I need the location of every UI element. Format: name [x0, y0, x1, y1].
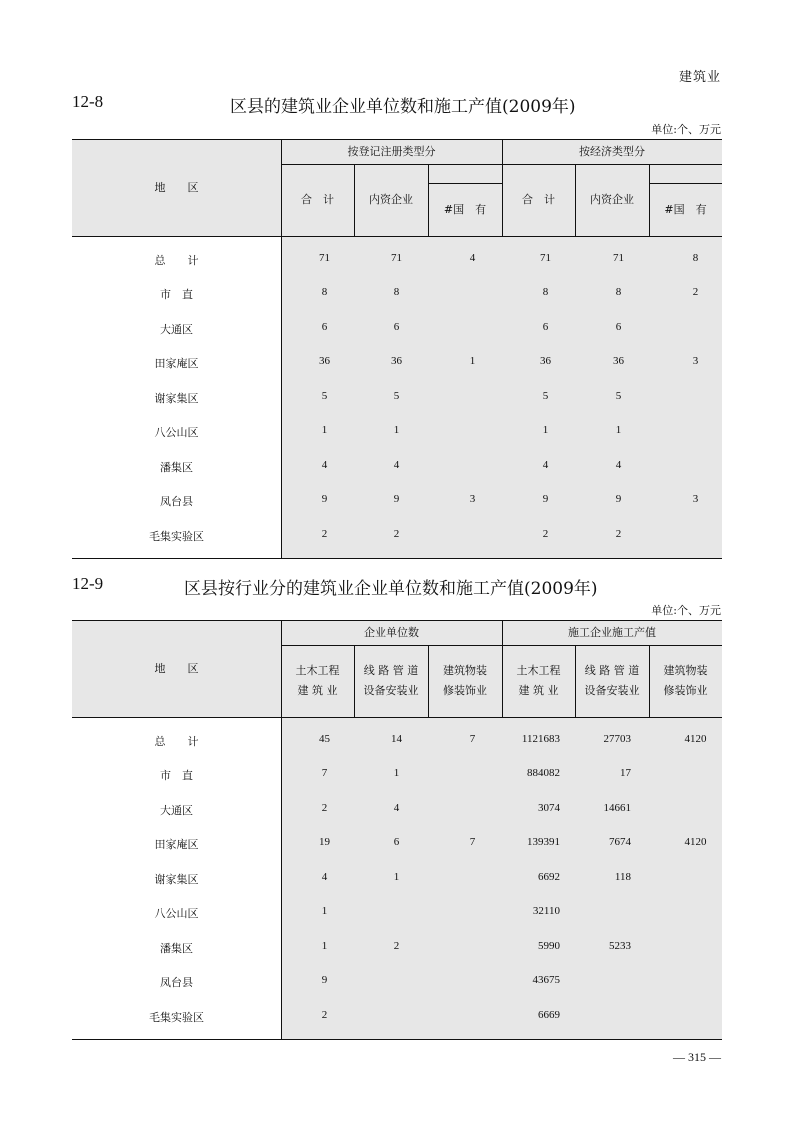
cell: 19 — [319, 836, 330, 848]
cell: 5990 — [538, 940, 560, 952]
cell: 8 — [615, 286, 622, 298]
cell: 32110 — [532, 905, 560, 917]
cell: 4120 — [684, 733, 707, 745]
row-region: 总 计 — [154, 735, 199, 748]
cell: 7 — [321, 767, 328, 779]
cell: 36 — [319, 355, 330, 367]
cell: 2 — [321, 802, 328, 814]
table1-group-economic: 按经济类型分 — [579, 145, 645, 158]
table2-group-units: 企业单位数 — [364, 626, 419, 639]
cell: 2 — [321, 528, 328, 540]
cell: 4 — [321, 871, 328, 883]
cell: 71 — [391, 252, 402, 264]
row-region: 市 直 — [160, 288, 193, 301]
cell: 4 — [615, 459, 622, 471]
cell: 14661 — [603, 802, 631, 814]
table1-title: 区县的建筑业企业单位数和施工产值(2009年) — [230, 97, 576, 117]
cell: 1 — [321, 905, 328, 917]
cell: 27703 — [603, 733, 631, 745]
row-region: 大通区 — [160, 804, 193, 817]
cell: 9 — [542, 493, 549, 505]
col-line: 建筑物装 — [663, 664, 708, 677]
table2-region-header: 地 区 — [154, 662, 199, 675]
table1 — [72, 139, 722, 559]
col-line: 线 路 管 道 — [363, 664, 419, 677]
row-region: 潘集区 — [160, 942, 193, 955]
row-region: 凤台县 — [160, 976, 193, 989]
cell: 139391 — [527, 836, 560, 848]
cell: 4120 — [684, 836, 707, 848]
row-region: 田家庵区 — [154, 838, 199, 851]
cell: 4 — [469, 252, 476, 264]
cell: 3 — [692, 493, 699, 505]
cell: 71 — [613, 252, 624, 264]
cell: 7674 — [609, 836, 631, 848]
table1-unit: 单位:个、万元 — [651, 123, 721, 136]
table1-region-header: 地 区 — [154, 181, 199, 194]
cell: 5 — [542, 390, 549, 402]
cell: 71 — [319, 252, 330, 264]
cell: 5 — [615, 390, 622, 402]
table1-col-domestic-b: 内资企业 — [590, 193, 634, 206]
row-region: 八公山区 — [154, 907, 199, 920]
col-line: 设备安装业 — [584, 684, 640, 697]
cell: 17 — [620, 767, 631, 779]
cell: 2 — [393, 528, 400, 540]
cell: 8 — [542, 286, 549, 298]
row-region: 毛集实验区 — [149, 1011, 204, 1024]
cell: 9 — [615, 493, 622, 505]
cell: 6 — [321, 321, 328, 333]
cell: 2 — [692, 286, 699, 298]
cell: 9 — [321, 493, 328, 505]
table1-col-domestic-a: 内资企业 — [369, 193, 413, 206]
table2-unit: 单位:个、万元 — [651, 604, 721, 617]
cell: 118 — [614, 871, 631, 883]
table2-number: 12-9 — [72, 574, 104, 593]
col-line: 修装饰业 — [663, 684, 708, 697]
cell: 8 — [321, 286, 328, 298]
cell: 9 — [321, 974, 328, 986]
table2-col-civil-a — [281, 645, 354, 717]
cell: 1 — [393, 424, 400, 436]
col-line: 设备安装业 — [363, 684, 419, 697]
row-region: 市 直 — [160, 769, 193, 782]
cell: 43675 — [532, 974, 560, 986]
cell: 2 — [542, 528, 549, 540]
running-header: 建筑业 — [678, 70, 721, 85]
table2 — [72, 620, 722, 1040]
cell: 5 — [393, 390, 400, 402]
cell: 14 — [391, 733, 402, 745]
cell: 45 — [319, 733, 330, 745]
cell: 1 — [615, 424, 622, 436]
table1-col-state-a: #国 有 — [443, 202, 487, 216]
row-region: 谢家集区 — [154, 392, 199, 405]
cell: 36 — [391, 355, 402, 367]
table1-col-total-a: 合 计 — [301, 193, 334, 206]
table2-col-civil-b — [502, 645, 575, 717]
cell: 6 — [393, 321, 400, 333]
table2-title: 区县按行业分的建筑业企业单位数和施工产值(2009年) — [184, 579, 598, 599]
col-line: 土木工程 — [516, 664, 561, 677]
table2-col-decoration-b — [649, 645, 722, 717]
cell: 6 — [393, 836, 400, 848]
cell: 4 — [321, 459, 328, 471]
col-line: 建 筑 业 — [297, 684, 338, 697]
row-region: 谢家集区 — [154, 873, 199, 886]
row-region: 凤台县 — [160, 495, 193, 508]
cell: 3 — [692, 355, 699, 367]
cell: 7 — [469, 836, 476, 848]
cell: 36 — [613, 355, 624, 367]
col-line: 建筑物装 — [443, 664, 487, 677]
cell: 1 — [393, 871, 400, 883]
row-region: 田家庵区 — [154, 357, 199, 370]
col-line: 修装饰业 — [443, 684, 487, 697]
col-line: 土木工程 — [295, 664, 340, 677]
cell: 9 — [393, 493, 400, 505]
cell: 3074 — [538, 802, 560, 814]
col-line: 线 路 管 道 — [584, 664, 640, 677]
cell: 6692 — [538, 871, 560, 883]
cell: 7 — [469, 733, 476, 745]
cell: 2 — [321, 1009, 328, 1021]
cell: 4 — [542, 459, 549, 471]
table1-group-registration: 按登记注册类型分 — [347, 145, 436, 158]
table2-col-pipeline-b — [575, 645, 649, 717]
table2-col-decoration-a — [428, 645, 502, 717]
page-number: — 315 — — [673, 1050, 721, 1064]
row-region: 潘集区 — [160, 461, 193, 474]
row-region: 大通区 — [160, 323, 193, 336]
table2-group-output: 施工企业施工产值 — [568, 626, 656, 639]
table1-number: 12-8 — [72, 92, 104, 111]
cell: 8 — [692, 252, 699, 264]
cell: 5233 — [609, 940, 631, 952]
cell: 1 — [321, 424, 328, 436]
row-region: 总 计 — [154, 254, 199, 267]
cell: 4 — [393, 459, 400, 471]
row-region: 毛集实验区 — [149, 530, 204, 543]
cell: 884082 — [527, 767, 560, 779]
cell: 4 — [393, 802, 400, 814]
cell: 6 — [615, 321, 622, 333]
cell: 1121683 — [521, 733, 560, 745]
table1-col-total-b: 合 计 — [522, 193, 555, 206]
table1-col-state-b: #国 有 — [664, 202, 707, 216]
cell: 1 — [542, 424, 549, 436]
cell: 36 — [540, 355, 551, 367]
cell: 1 — [469, 355, 476, 367]
cell: 5 — [321, 390, 328, 402]
cell: 2 — [393, 940, 400, 952]
cell: 1 — [393, 767, 400, 779]
cell: 3 — [469, 493, 476, 505]
cell: 8 — [393, 286, 400, 298]
cell: 6669 — [538, 1009, 560, 1021]
table2-col-pipeline-a — [354, 645, 428, 717]
cell: 6 — [542, 321, 549, 333]
col-line: 建 筑 业 — [518, 684, 559, 697]
cell: 2 — [615, 528, 622, 540]
row-region: 八公山区 — [154, 426, 199, 439]
cell: 71 — [540, 252, 551, 264]
cell: 1 — [321, 940, 328, 952]
